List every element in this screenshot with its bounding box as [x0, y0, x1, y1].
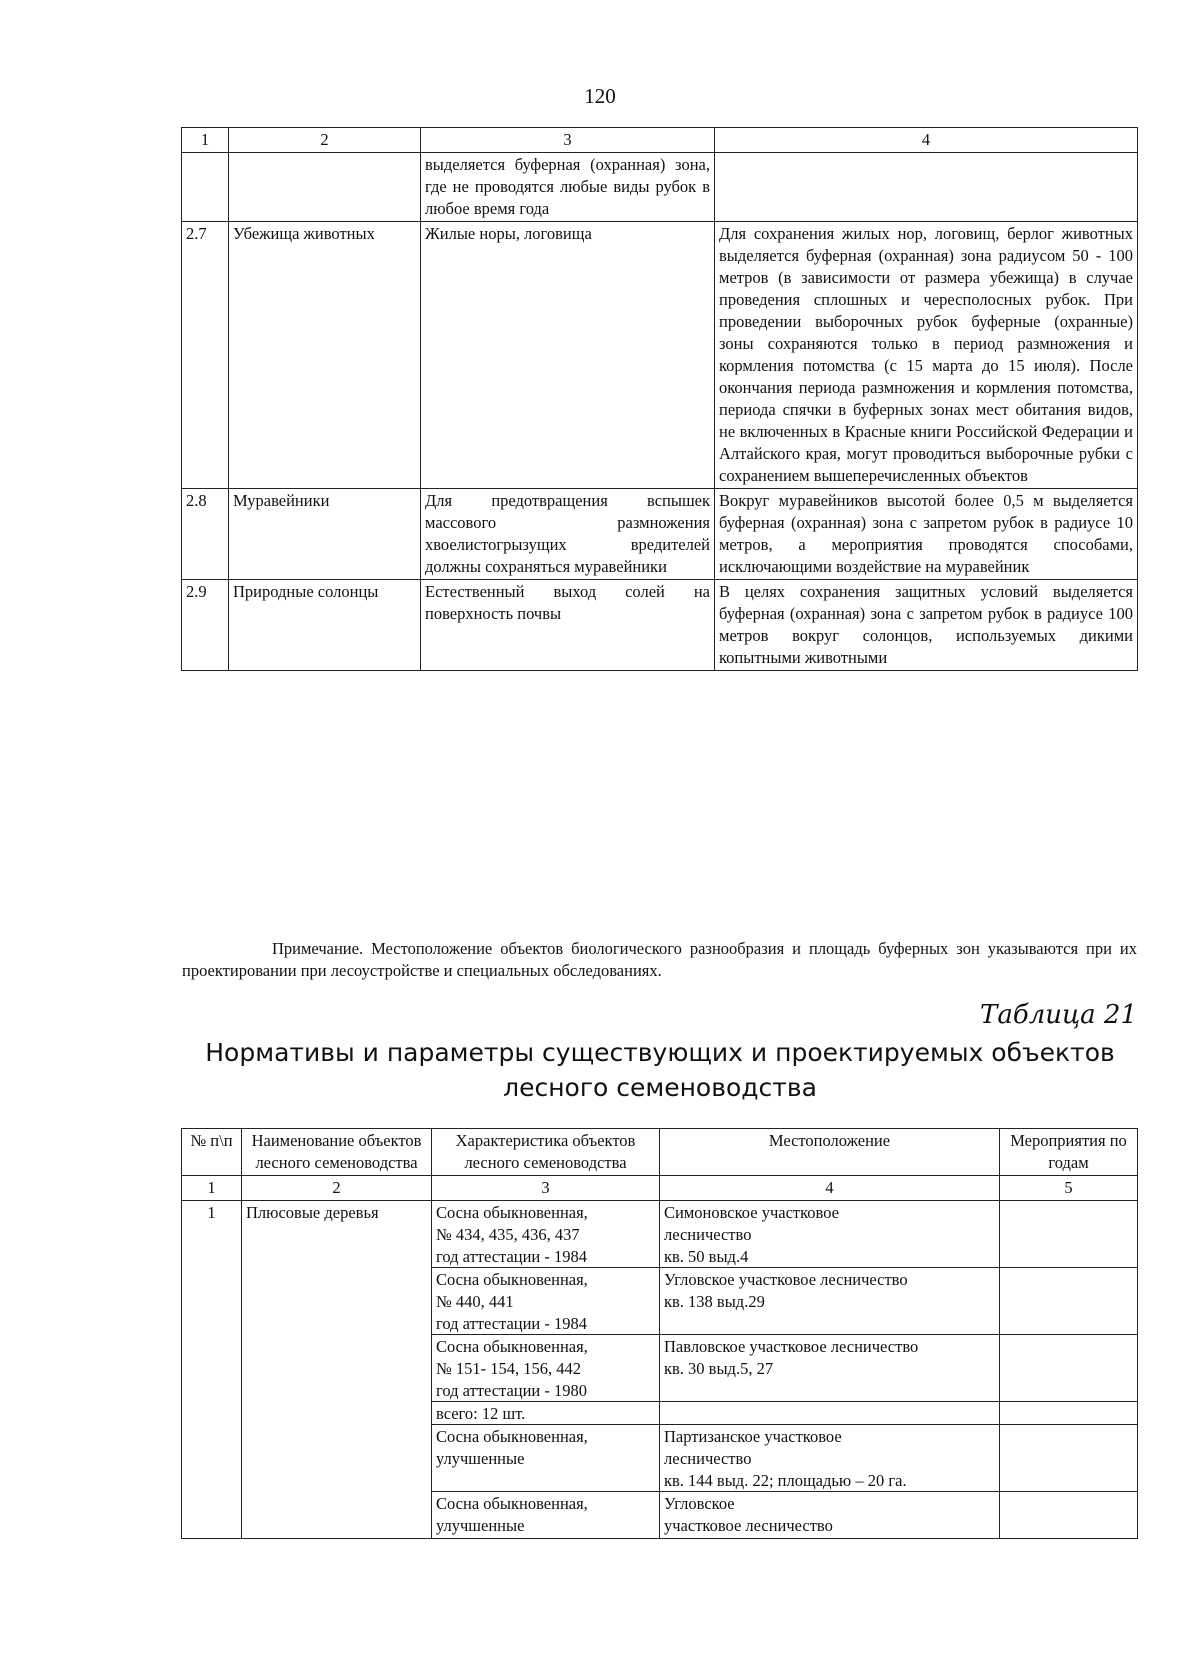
- characteristic-entry: [432, 1335, 659, 1402]
- header-cell: Местоположение: [660, 1129, 1000, 1176]
- header-cell: № п\п: [182, 1129, 242, 1176]
- text-line: Сосна обыкновенная,: [436, 1494, 588, 1513]
- column-number: 1: [182, 1176, 242, 1201]
- biodiversity-table: [181, 127, 1138, 671]
- location-entry: [660, 1402, 999, 1425]
- row-number: 1: [182, 1201, 242, 1539]
- table-cell: [715, 153, 1138, 222]
- object-name: Природные солонцы: [229, 580, 421, 671]
- text-line: лесничество: [664, 1449, 752, 1468]
- column-number: 2: [242, 1176, 432, 1201]
- text-line: год аттестации - 1980: [436, 1381, 587, 1400]
- text-line: Угловское участковое лесничество: [664, 1270, 908, 1289]
- measures-entry: [1000, 1402, 1137, 1425]
- page-number: 120: [584, 84, 616, 108]
- row-number: 2.8: [182, 489, 229, 580]
- table-row: [182, 1201, 1138, 1539]
- location-entry: [660, 1425, 999, 1492]
- header-cell: 1: [182, 128, 229, 153]
- text-line: № 440, 441: [436, 1292, 514, 1311]
- object-feature: Для предотвращения вспышек массового размножения хвоелистогрызущих вредителей должны сохраняться муравейники: [421, 489, 715, 580]
- text-line: кв. 50 выд.4: [664, 1247, 749, 1266]
- measures-entry: [1000, 1268, 1137, 1335]
- seed-objects-table: [181, 1128, 1138, 1539]
- text-line: Сосна обыкновенная,: [436, 1337, 588, 1356]
- text-line: всего: 12 шт.: [436, 1404, 526, 1423]
- row-number: 2.9: [182, 580, 229, 671]
- table-title: Нормативы и параметры существующих и проектируемых объектов лесного семеноводства: [205, 1038, 1115, 1102]
- text-line: [664, 1202, 995, 1224]
- text-line: год аттестации - 1984: [436, 1247, 587, 1266]
- text-line: улучшенные: [436, 1449, 525, 1468]
- header-cell: Характеристика объектов лесного семеноводства: [432, 1129, 660, 1176]
- measures-entry: [1000, 1201, 1137, 1268]
- location-column: [660, 1201, 1000, 1539]
- text-line: улучшенные: [436, 1516, 525, 1535]
- object-measures: Для сохранения жилых нор, логовищ, берлог животных выделяется буферная (охранная) зона радиусом 50 - 100 метров (в зависимости от размера убежища) в случае проведения сплошных и чересполосных рубок. При проведении выборочных рубок буферные (охранные) зоны сохраняются только в период размножения и кормления потомства (с 15 марта до 15 июля). После окончания периода размножения и кормления потомства, периода спячки в буферных зонах мест обитания видов, не включенных в Красные книги Российской Федерации и Алтайского края, могут проводиться выборочные рубки с сохранением вышеперечисленных объектов: [715, 222, 1138, 489]
- object-feature: Естественный выход солей на поверхность почвы: [421, 580, 715, 671]
- header-cell: 3: [421, 128, 715, 153]
- measures-entry: [1000, 1492, 1137, 1538]
- characteristic-entry: [432, 1492, 659, 1538]
- table-cell: [229, 153, 421, 222]
- object-name: Плюсовые деревья: [242, 1201, 432, 1539]
- continuation-cell: выделяется буферная (охранная) зона, где не проводятся любые виды рубок в любое время года: [421, 153, 715, 222]
- text-line: год аттестации - 1984: [436, 1314, 587, 1333]
- text-line: Павловское участковое лесничество: [664, 1337, 919, 1356]
- characteristics-column: [432, 1201, 660, 1539]
- table-row: [182, 222, 1138, 489]
- text-line: Сосна обыкновенная,: [436, 1427, 588, 1446]
- location-entry: [660, 1335, 999, 1402]
- column-number: 5: [1000, 1176, 1138, 1201]
- text-line: лесничество: [664, 1225, 752, 1244]
- object-measures: Вокруг муравейников высотой более 0,5 м выделяется буферная (охранная) зона с запретом рубок в радиусе 10 метров, а мероприятия проводятся способами, исключающими воздействие на муравейник: [715, 489, 1138, 580]
- characteristic-entry: [432, 1425, 659, 1492]
- text-line: кв. 144 выд. 22; площадью – 20 га.: [664, 1471, 907, 1490]
- header-cell: 4: [715, 128, 1138, 153]
- text-line: Сосна обыкновенная,: [436, 1270, 588, 1289]
- text-line: Угловское: [664, 1494, 735, 1513]
- measures-entry: [1000, 1335, 1137, 1402]
- table-row: [182, 489, 1138, 580]
- header-cell: Мероприятия по годам: [1000, 1129, 1138, 1176]
- header-cell: 2: [229, 128, 421, 153]
- location-entry: [660, 1201, 999, 1268]
- object-name: Муравейники: [229, 489, 421, 580]
- text-line: № 151- 154, 156, 442: [436, 1359, 581, 1378]
- table-label: Таблица 21: [979, 1000, 1137, 1030]
- measures-entry: [1000, 1425, 1137, 1492]
- object-feature: Жилые норы, логовища: [421, 222, 715, 489]
- text-line: Сосна обыкновенная,: [436, 1203, 588, 1222]
- text-line: кв. 30 выд.5, 27: [664, 1359, 774, 1378]
- table-cell: [182, 153, 229, 222]
- text-line: кв. 138 выд.29: [664, 1292, 765, 1311]
- location-entry: [660, 1492, 999, 1538]
- text-line: участковое лесничество: [664, 1516, 833, 1535]
- object-measures: В целях сохранения защитных условий выделяется буферная (охранная) зона с запретом рубок в радиусе 100 метров вокруг солонцов, используемых дикими копытными животными: [715, 580, 1138, 671]
- measures-column: [1000, 1201, 1138, 1539]
- location-text: Симоновское участковое: [664, 1203, 839, 1222]
- characteristic-entry: [432, 1268, 659, 1335]
- column-number-row: [182, 1176, 1138, 1201]
- characteristic-entry: [432, 1201, 659, 1268]
- column-number: 4: [660, 1176, 1000, 1201]
- characteristic-entry: [432, 1402, 659, 1425]
- text-line: Партизанское участковое: [664, 1427, 842, 1446]
- column-number: 3: [432, 1176, 660, 1201]
- object-name: Убежища животных: [229, 222, 421, 489]
- table-note: Примечание. Местоположение объектов биологического разнообразия и площадь буферных зон указываются при их проектировании при лесоустройстве и специальных обследованиях.: [182, 939, 1137, 980]
- row-number: 2.7: [182, 222, 229, 489]
- table-header-row: [182, 128, 1138, 153]
- location-entry: [660, 1268, 999, 1335]
- table-header-row: [182, 1129, 1138, 1176]
- table-row: [182, 580, 1138, 671]
- text-line: № 434, 435, 436, 437: [436, 1225, 580, 1244]
- header-cell: Наименование объектов лесного семеноводства: [242, 1129, 432, 1176]
- table-row: [182, 153, 1138, 222]
